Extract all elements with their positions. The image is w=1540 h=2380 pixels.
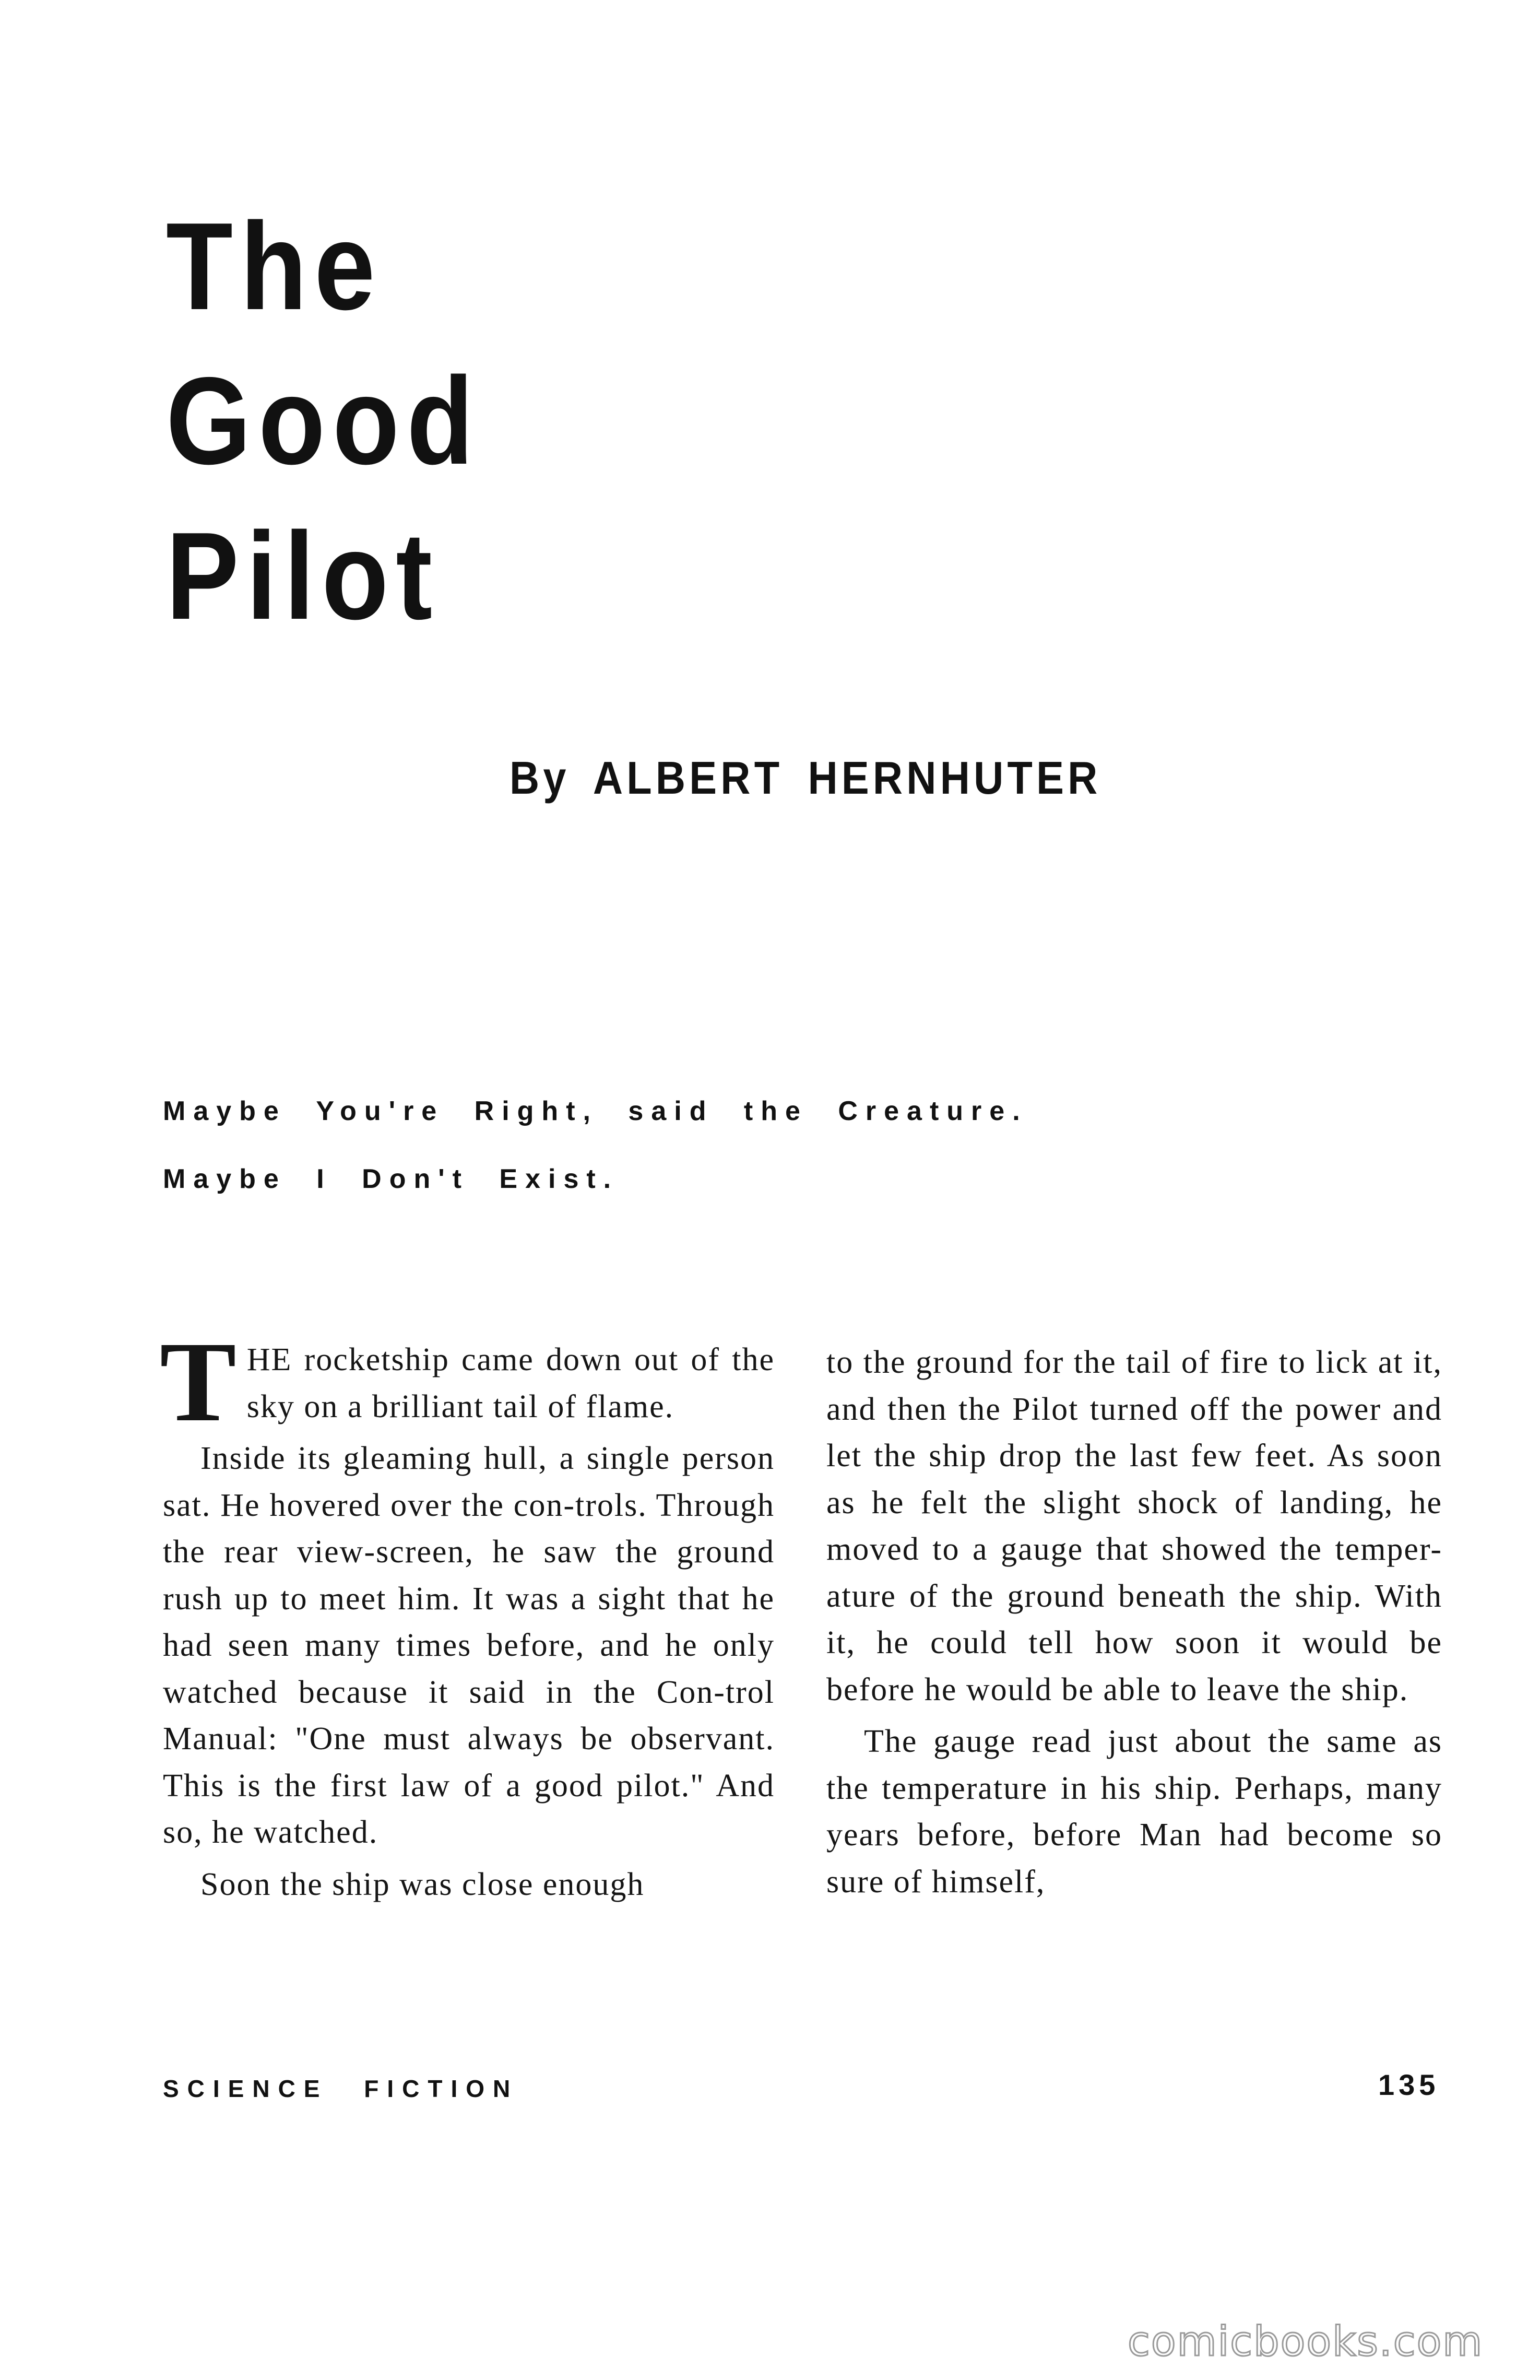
story-column-right (826, 1339, 1442, 1911)
story-paragraph-1 (160, 1318, 775, 1445)
story-paragraph-5: The gauge read just about the same as the temperature in his ship. Perhaps, many years before, before Man had become so sure of himself, (826, 1724, 1442, 1900)
story-paragraph-3: Soon the ship was close enough (200, 1866, 645, 1902)
title-line-3: Pilot (166, 507, 440, 645)
blurb-line-2: Maybe I Don't Exist. (163, 1164, 619, 1194)
title-line-2: Good (166, 352, 481, 490)
story-paragraph-2: Inside its gleaming hull, a single person sat. He hovered over the con-trols. Through the rear view-screen, he saw the ground rush up to meet him. It was a sight that he had seen many times before, and he only watched because it said in the Con-trol Manual: "One must always be observant. This is the first law of a good pilot." And so, he watched. (163, 1441, 775, 1850)
magazine-footer: SCIENCE FICTION (163, 2075, 519, 2102)
story-paragraph-4: to the ground for the tail of fire to lick at it, and then the Pilot turned off the power and let the ship drop the last few feet. As soon as he felt the slight shock of landing, he moved to a gauge that showed the temper-ature of the ground beneath the ship. With it, he could tell how soon it would be before he would be able to leave the ship. (826, 1345, 1442, 1707)
story-paragraph-1-text: HE rocketship came down out of the sky on a brilliant tail of flame. (246, 1342, 775, 1424)
blurb-line-1: Maybe You're Right, said the Creature. (163, 1096, 1028, 1126)
page-number: 135 (1378, 2068, 1440, 2101)
drop-cap: T (160, 1318, 238, 1445)
watermark: comicbooks.com (1128, 2318, 1484, 2365)
author-byline: By ALBERT HERNHUTER (510, 752, 1101, 804)
story-column-left (160, 1318, 775, 1913)
title-line-1: The (166, 197, 383, 336)
